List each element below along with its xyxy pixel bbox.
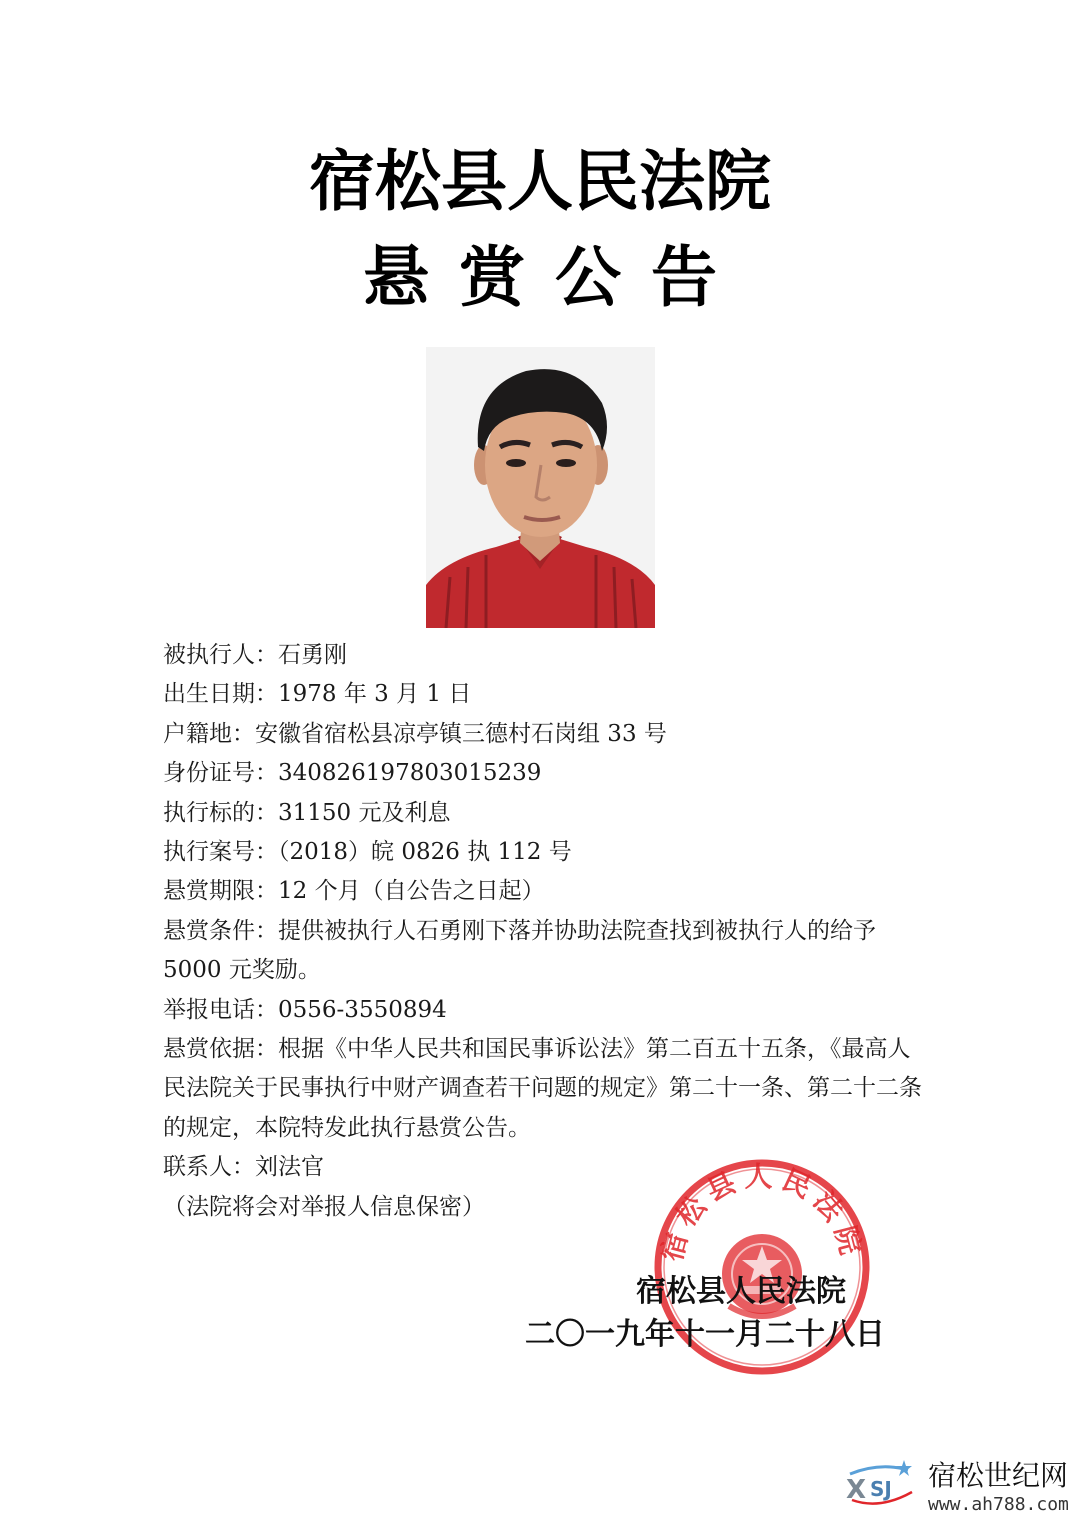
field-report-phone: [163, 991, 923, 1030]
field-label: 身份证号：: [163, 760, 278, 787]
svg-text:X: X: [846, 1475, 867, 1505]
field-value: 提供被执行人石勇刚下落并协助法院查找到被执行人的给予 5000 元奖励。: [163, 917, 876, 984]
field-value: 31150 元及利息: [278, 799, 451, 826]
field-value: 根据《中华人民共和国民事诉讼法》第二百五十五条，《最高人民法院关于民事执行中财产调查若干问题的规定》第二十一条、第二十二条的规定，本院特发此执行悬赏公告。: [163, 1036, 922, 1141]
field-value: 340826197803015239: [278, 760, 542, 787]
field-debtor: [163, 636, 923, 675]
site-logo: [840, 1456, 920, 1518]
field-label: 执行标的：: [163, 799, 278, 826]
field-label: 执行案号：: [163, 839, 278, 866]
field-case-number: [163, 833, 923, 872]
field-value: 12 个月（自公告之日起）: [278, 878, 545, 905]
field-value: 安徽省宿松县凉亭镇三德村石岗组 33 号: [255, 720, 667, 747]
field-label: 联系人：: [163, 1154, 255, 1181]
site-url: www.ah788.com: [928, 1494, 1069, 1515]
signature-date: 二〇一九年十一月二十八日: [525, 1317, 885, 1352]
field-label: 举报电话：: [163, 996, 278, 1023]
field-value: 1978 年 3 月 1 日: [278, 681, 472, 708]
field-reward-condition: [163, 912, 923, 991]
signature-court-name: 宿松县人民法院: [636, 1274, 846, 1309]
field-value: （2018）皖 0826 执 112 号: [278, 839, 572, 866]
field-label: 出生日期：: [163, 681, 278, 708]
confidential-note: （法院将会对举报人信息保密）: [163, 1193, 485, 1220]
field-legal-basis: [163, 1030, 923, 1148]
field-label: 被执行人：: [163, 642, 278, 668]
suspect-photo: [426, 347, 655, 628]
svg-text:宿松县人民法院: 宿松县人民法院: [655, 1160, 869, 1265]
field-label: 户籍地：: [163, 720, 255, 747]
field-birth-date: [163, 675, 923, 714]
field-label: 悬赏条件：: [163, 917, 278, 944]
site-name: 宿松世纪网: [928, 1459, 1069, 1492]
notice-content: [163, 636, 923, 1227]
svg-text:SJ: SJ: [870, 1477, 892, 1501]
field-id-number: [163, 754, 923, 793]
field-domicile: [163, 715, 923, 754]
field-value: 0556-3550894: [278, 996, 447, 1023]
field-reward-period: [163, 872, 923, 911]
field-label: 悬赏期限：: [163, 878, 278, 905]
field-value: 刘法官: [255, 1154, 324, 1181]
field-value: 石勇刚: [278, 642, 347, 668]
field-label: 悬赏依据：: [163, 1036, 278, 1063]
court-title: 宿松县人民法院: [309, 143, 771, 220]
notice-title: 悬赏公告: [363, 239, 747, 316]
field-execution-amount: [163, 794, 923, 833]
